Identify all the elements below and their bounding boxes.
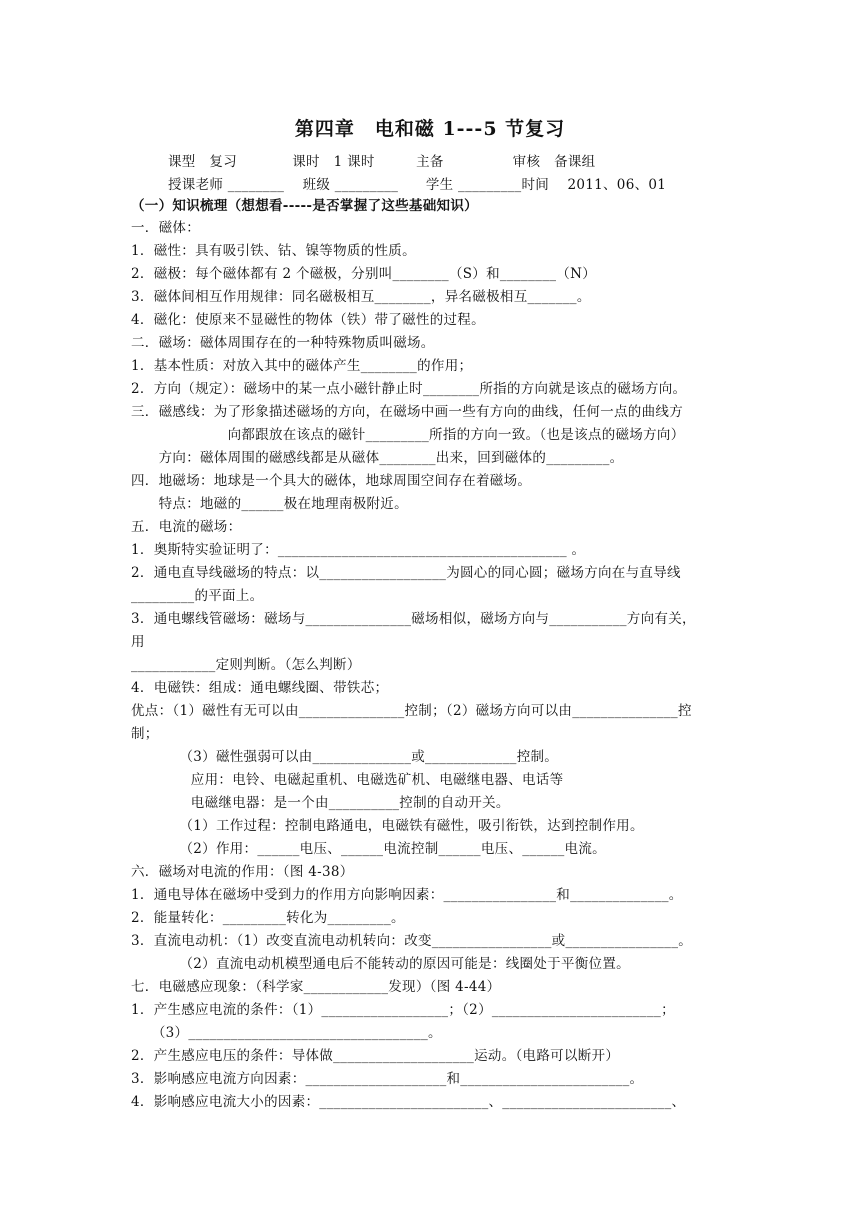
content-line: 2．通电直导线磁场的特点：以__________________为圆心的同心圆；磁场方向在与直导线 bbox=[131, 565, 681, 581]
content-line: （2）作用：______电压、______电流控制______电压、______电流。 bbox=[131, 841, 606, 857]
meta-line-2: 授课老师 ________ 班级 _________ 学生 _________时间 2011、06、01 bbox=[168, 177, 667, 193]
content-line: 制； bbox=[131, 726, 159, 742]
content-line: 五．电流的磁场： bbox=[131, 519, 242, 535]
content-line: 3．直流电动机：（1）改变直流电动机转向：改变_________________或________________。 bbox=[131, 933, 693, 949]
content-line: 1．奥斯特实验证明了：_________________________________________ 。 bbox=[131, 542, 586, 558]
content-line: （3）磁性强弱可以由______________或_____________控制。 bbox=[131, 749, 559, 765]
content-line: ____________定则判断。（怎么判断） bbox=[131, 657, 361, 673]
content-line: 四．地磁场：地球是一个具大的磁体，地球周围空间存在着磁场。 bbox=[131, 473, 532, 489]
content-line: 优点：（1）磁性有无可以由_______________控制；（2）磁场方向可以由_______________控 bbox=[131, 703, 692, 719]
content-line: 用 bbox=[131, 634, 145, 650]
content-line: 特点：地磁的______极在地理南极附近。 bbox=[131, 496, 408, 512]
content-line: 二．磁场：磁体周围存在的一种特殊物质叫磁场。 bbox=[131, 335, 435, 351]
content-line: _________的平面上。 bbox=[131, 588, 264, 604]
content-line: 七．电磁感应现象：（科学家____________发现）（图 4-44） bbox=[131, 979, 501, 995]
content-line: 1．产生感应电流的条件：（1）__________________；（2）________________________； bbox=[131, 1002, 675, 1018]
content-line: （2）直流电动机模型通电后不能转动的原因可能是：线圈处于平衡位置。 bbox=[131, 956, 630, 972]
content-line: 4．影响感应电流大小的因素：________________________、________________________、 bbox=[131, 1094, 686, 1110]
content-line: 1．基本性质：对放入其中的磁体产生________的作用； bbox=[131, 358, 473, 374]
content-line: 2．能量转化：_________转化为_________。 bbox=[131, 910, 405, 926]
content-line: 3．通电螺线管磁场：磁场与_______________磁场相似，磁场方向与___________方向有关， bbox=[131, 611, 696, 627]
content-line: 1．磁性：具有吸引铁、钴、镍等物质的性质。 bbox=[131, 243, 416, 259]
content-line: 1．通电导体在磁场中受到力的作用方向影响因素：________________和______________。 bbox=[131, 887, 683, 903]
content-line: 六．磁场对电流的作用：（图 4-38） bbox=[131, 864, 354, 880]
content-line: 2．方向（规定）：磁场中的某一点小磁针静止时________所指的方向就是该点的磁场方向。 bbox=[131, 381, 687, 397]
content-line: 3．磁体间相互作用规律：同名磁极相互________，异名磁极相互_______。 bbox=[131, 289, 591, 305]
content-line: （1）工作过程：控制电路通电，电磁铁有磁性，吸引衔铁，达到控制作用。 bbox=[131, 818, 644, 834]
content-line: 向都跟放在该点的磁针_________所指的方向一致。（也是该点的磁场方向） bbox=[131, 427, 685, 443]
content-line: （3）__________________________________。 bbox=[131, 1025, 442, 1041]
content-line: 三．磁感线：为了形象描述磁场的方向，在磁场中画一些有方向的曲线，任何一点的曲线方 bbox=[131, 404, 683, 420]
meta-line-1: 课型 复习 课时 1 课时 主备 审核 备课组 bbox=[168, 154, 596, 170]
content-line: 2．产生感应电压的条件：导体做____________________运动。（电路可以断开） bbox=[131, 1048, 620, 1064]
content-line: 4．磁化：使原来不显磁性的物体（铁）带了磁性的过程。 bbox=[131, 312, 485, 328]
document-title: 第四章 电和磁 1---5 节复习 bbox=[294, 118, 566, 140]
content-line: 电磁继电器：是一个由__________控制的自动开关。 bbox=[131, 795, 510, 811]
content-line: 应用：电铃、电磁起重机、电磁选矿机、电磁继电器、电话等 bbox=[131, 772, 564, 788]
content-line: 3．影响感应电流方向因素：____________________和________________________。 bbox=[131, 1071, 644, 1087]
content-line: 一．磁体： bbox=[131, 220, 200, 236]
content-line: 方向：磁体周围的磁感线都是从磁体________出来，回到磁体的_________。 bbox=[131, 450, 624, 466]
content-line: 2．磁极：每个磁体都有 2 个磁极，分别叫________（S）和________（N） bbox=[131, 266, 597, 282]
section-heading: （一）知识梳理（想想看-----是否掌握了这些基础知识） bbox=[131, 198, 478, 214]
content-line: 4．电磁铁：组成：通电螺线圈、带铁芯； bbox=[131, 680, 389, 696]
